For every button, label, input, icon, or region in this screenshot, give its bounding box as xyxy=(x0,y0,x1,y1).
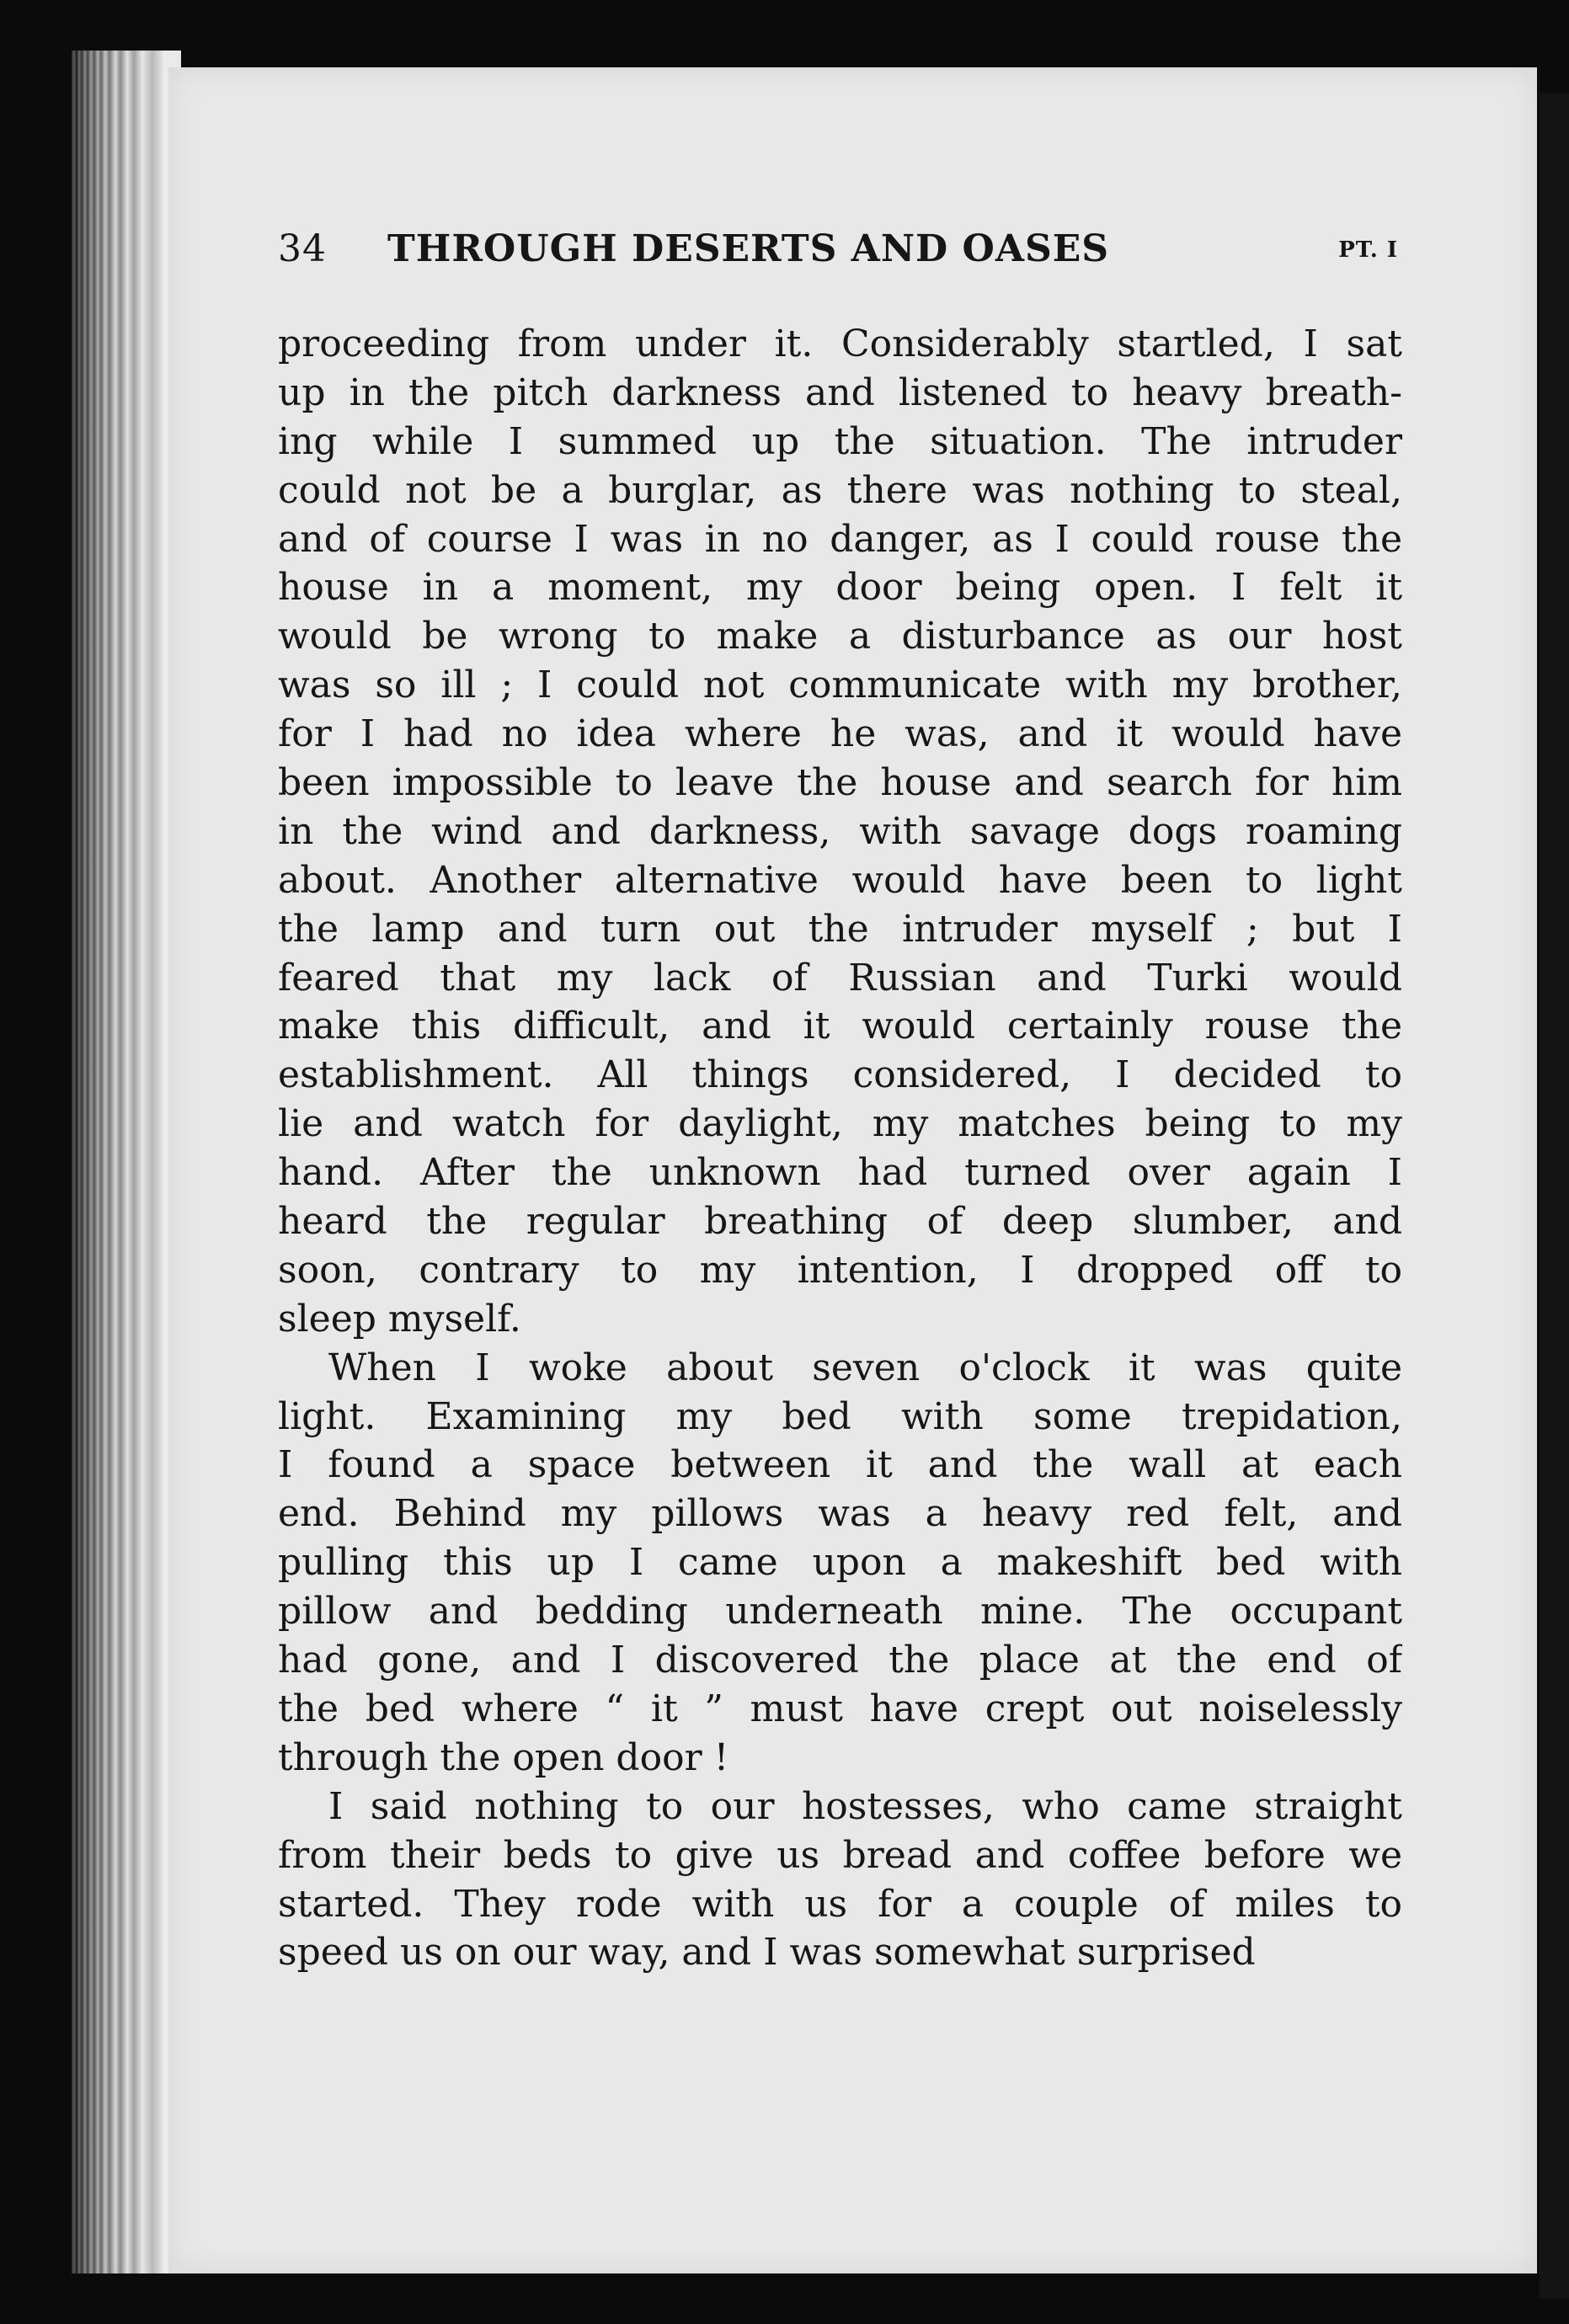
running-head xyxy=(278,227,1402,303)
text-line: I found a space between it and the wall at each xyxy=(278,1443,1402,1487)
text-line: for I had no idea where he was, and it would have xyxy=(278,712,1402,756)
text-line: through the open door ! xyxy=(278,1735,729,1779)
text-line: feared that my lack of Russian and Turki would xyxy=(278,956,1402,999)
text-line: ing while I summed up the situation. The intruder xyxy=(278,419,1402,463)
text-line: and of course I was in no danger, as I could rouse the xyxy=(278,517,1402,561)
text-line: soon, contrary to my intention, I dropped off to xyxy=(278,1248,1402,1292)
text-line: proceeding from under it. Considerably startled, I sat xyxy=(278,322,1402,365)
text-line: I said nothing to our hostesses, who came straight xyxy=(328,1784,1402,1828)
text-line: from their beds to give us bread and coffee before we xyxy=(278,1833,1402,1877)
page-content xyxy=(278,227,1402,1977)
text-line: sleep myself. xyxy=(278,1297,521,1341)
text-line: hand. After the unknown had turned over again I xyxy=(278,1151,1402,1195)
text-line: was so ill ; I could not communicate with my brother, xyxy=(278,664,1402,707)
text-line: speed us on our way, and I was somewhat surprised xyxy=(278,1931,1256,1975)
text-line: pillow and bedding underneath mine. The occupant xyxy=(278,1590,1402,1634)
paragraph xyxy=(278,1783,1402,1978)
text-line: heard the regular breathing of deep slumber, and xyxy=(278,1200,1402,1244)
text-line: been impossible to leave the house and search for him xyxy=(278,761,1402,805)
text-line: started. They rode with us for a couple of miles to xyxy=(278,1882,1402,1926)
body-text xyxy=(278,320,1402,1977)
paragraph xyxy=(278,1344,1402,1783)
text-line: When I woke about seven o'clock it was quite xyxy=(328,1346,1402,1389)
running-title: THROUGH DESERTS AND OASES xyxy=(387,227,1110,270)
text-line: make this difficult, and it would certainly rouse the xyxy=(278,1005,1402,1048)
text-line: about. Another alternative would have been to light xyxy=(278,858,1402,902)
text-line: up in the pitch darkness and listened to heavy breath- xyxy=(278,370,1402,414)
text-line: establishment. All things considered, I decided to xyxy=(278,1053,1402,1097)
part-marker: PT. I xyxy=(1338,237,1398,263)
page-right-border xyxy=(1540,93,1569,2299)
book-binding-edge xyxy=(72,51,181,2273)
text-line: would be wrong to make a disturbance as our host xyxy=(278,615,1402,658)
paragraph xyxy=(278,320,1402,1344)
text-line: had gone, and I discovered the place at the end of xyxy=(278,1639,1402,1682)
text-line: in the wind and darkness, with savage dogs roaming xyxy=(278,809,1402,853)
text-line: pulling this up I came upon a makeshift bed with xyxy=(278,1541,1402,1585)
text-line: house in a moment, my door being open. I felt it xyxy=(278,566,1402,610)
text-line: the lamp and turn out the intruder myself ; but I xyxy=(278,907,1402,951)
page-number: 34 xyxy=(278,227,327,270)
text-line: lie and watch for daylight, my matches being to my xyxy=(278,1102,1402,1146)
text-line: the bed where “ it ” must have crept out noiselessly xyxy=(278,1687,1402,1730)
text-line: light. Examining my bed with some trepidation, xyxy=(278,1394,1402,1438)
text-line: could not be a burglar, as there was nothing to steal, xyxy=(278,468,1402,512)
text-line: end. Behind my pillows was a heavy red felt, and xyxy=(278,1492,1402,1536)
